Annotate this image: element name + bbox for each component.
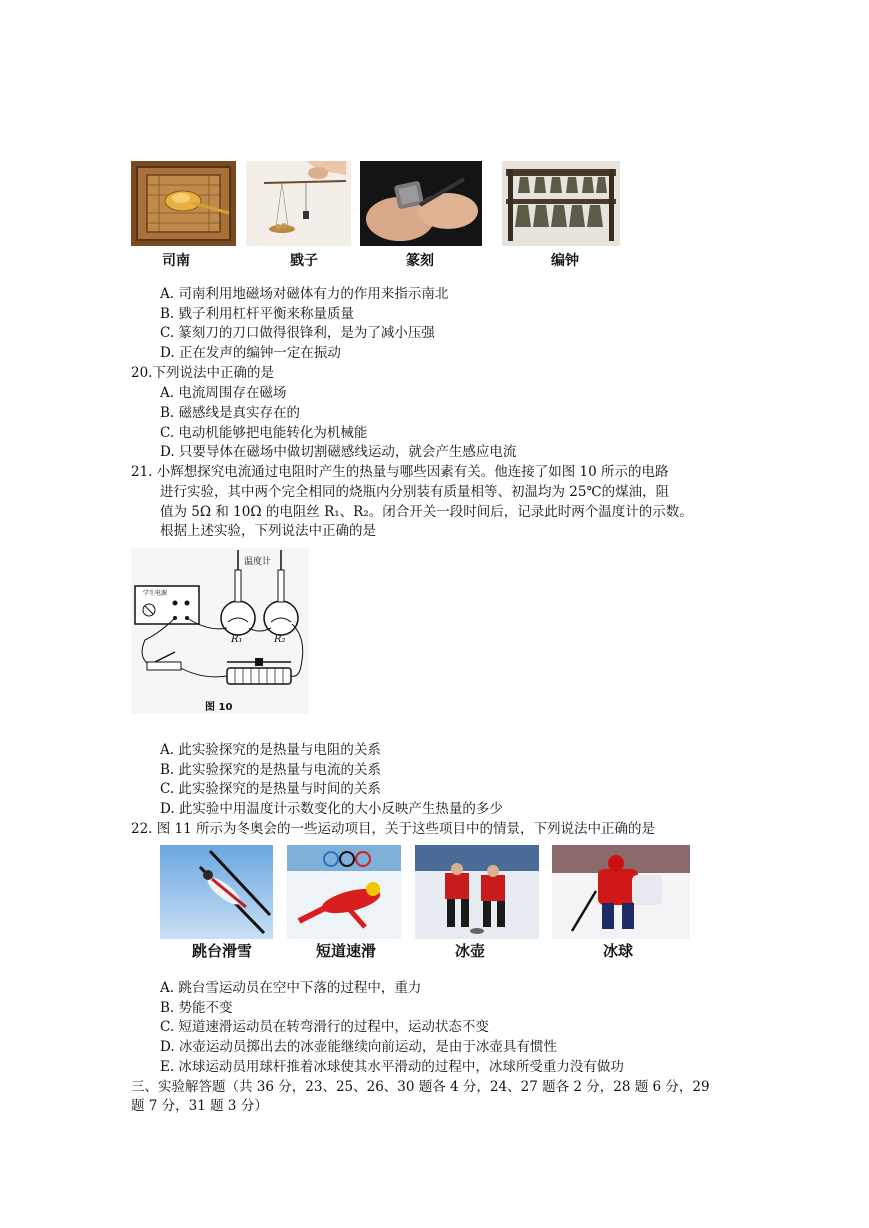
caption-curling: 冰壶 [454, 942, 485, 960]
q19-option-b: B. 戥子利用杠杆平衡来称量质量 [160, 306, 355, 322]
r1-label: R₁ [231, 634, 243, 645]
bianzhong-photo [502, 161, 620, 246]
ski-jumping-photo [160, 845, 273, 939]
q21-option-b: B. 此实验探究的是热量与电流的关系 [160, 762, 382, 778]
r2-label: R₂ [274, 634, 286, 645]
caption-dengzi: 戥子 [290, 253, 318, 269]
q19-option-c: C. 篆刻刀的刀口做得很锋利，是为了减小压强 [160, 325, 435, 341]
sinan-compass-icon [131, 161, 236, 246]
q22-option-a: A. 跳台雪运动员在空中下落的过程中，重力 [160, 980, 422, 996]
q21-option-d: D. 此实验中用温度计示数变化的大小反映产生热量的多少 [160, 801, 503, 817]
short-track-photo [287, 845, 401, 939]
curling-photo [415, 845, 539, 939]
speed-skater-icon [287, 845, 401, 939]
q21-option-c: C. 此实验探究的是热量与时间的关系 [160, 781, 381, 797]
seal-carving-icon [360, 161, 482, 246]
zhuanke-photo [360, 161, 482, 246]
q20-stem: 20.下列说法中正确的是 [131, 365, 274, 381]
dengzi-scale-icon [246, 161, 351, 246]
q21-stem-line-2: 进行实验，其中两个完全相同的烧瓶内分别装有质量相等、初温均为 25℃的煤油，阻 [160, 484, 670, 500]
q22-option-d: D. 冰壶运动员掷出去的冰壶能继续向前运动，是由于冰壶具有惯性 [160, 1039, 557, 1055]
ice-hockey-photo [552, 845, 690, 939]
q19-option-a: A. 司南利用地磁场对磁体有力的作用来指示南北 [160, 286, 449, 302]
q22-option-c: C. 短道速滑运动员在转弯滑行的过程中，运动状态不变 [160, 1019, 489, 1035]
circuit-diagram [131, 548, 309, 714]
q21-stem-line-3: 值为 5Ω 和 10Ω 的电阻丝 R₁、R₂。闭合开关一段时间后，记录此时两个温度计的示数。 [160, 504, 693, 520]
curling-icon [415, 845, 539, 939]
dengzi-photo [246, 161, 351, 246]
section-3-heading-line-1: 三、实验解答题（共 36 分，23、25、26、30 题各 4 分，24、27 题各 2 分，28 题 6 分，29 [131, 1079, 710, 1095]
q21-option-a: A. 此实验探究的是热量与电阻的关系 [160, 742, 381, 758]
section-3-heading-line-2: 题 7 分，31 题 3 分） [131, 1098, 268, 1114]
bianzhong-bells-icon [502, 161, 620, 246]
caption-bianzhong: 编钟 [551, 253, 579, 269]
q20-option-b: B. 磁感线是真实存在的 [160, 405, 301, 421]
q21-stem-line-1: 21. 小辉想探究电流通过电阻时产生的热量与哪些因素有关。他连接了如图 10 所示的电路 [131, 464, 669, 480]
caption-short-track: 短道速滑 [315, 942, 376, 960]
figure-10-circuit [131, 548, 309, 714]
caption-zhuanke: 篆刻 [406, 253, 434, 269]
sinan-photo [131, 161, 236, 246]
q19-option-d: D. 正在发声的编钟一定在振动 [160, 345, 341, 361]
q22-option-b: B. 势能不变 [160, 1000, 233, 1016]
q22-stem: 22. 图 11 所示为冬奥会的一些运动项目，关于这些项目中的情景，下列说法中正确的是 [131, 821, 656, 837]
caption-sinan: 司南 [162, 253, 190, 269]
ski-jumper-icon [160, 845, 273, 939]
q21-stem-line-4: 根据上述实验，下列说法中正确的是 [160, 523, 376, 539]
caption-ice-hockey: 冰球 [602, 942, 633, 960]
hockey-player-icon [552, 845, 690, 939]
figure-10-caption: 图 10 [205, 702, 233, 713]
q20-option-d: D. 只要导体在磁场中做切割磁感线运动，就会产生感应电流 [160, 444, 517, 460]
thermometer-label: 温度计 [244, 557, 272, 567]
caption-ski-jumping: 跳台滑雪 [191, 942, 252, 960]
q20-option-a: A. 电流周围存在磁场 [160, 385, 287, 401]
q20-option-c: C. 电动机能够把电能转化为机械能 [160, 425, 368, 441]
q22-option-e: E. 冰球运动员用球杆推着冰球使其水平滑动的过程中，冰球所受重力没有做功 [160, 1059, 624, 1075]
power-supply-label: 学生电源 [143, 590, 168, 597]
